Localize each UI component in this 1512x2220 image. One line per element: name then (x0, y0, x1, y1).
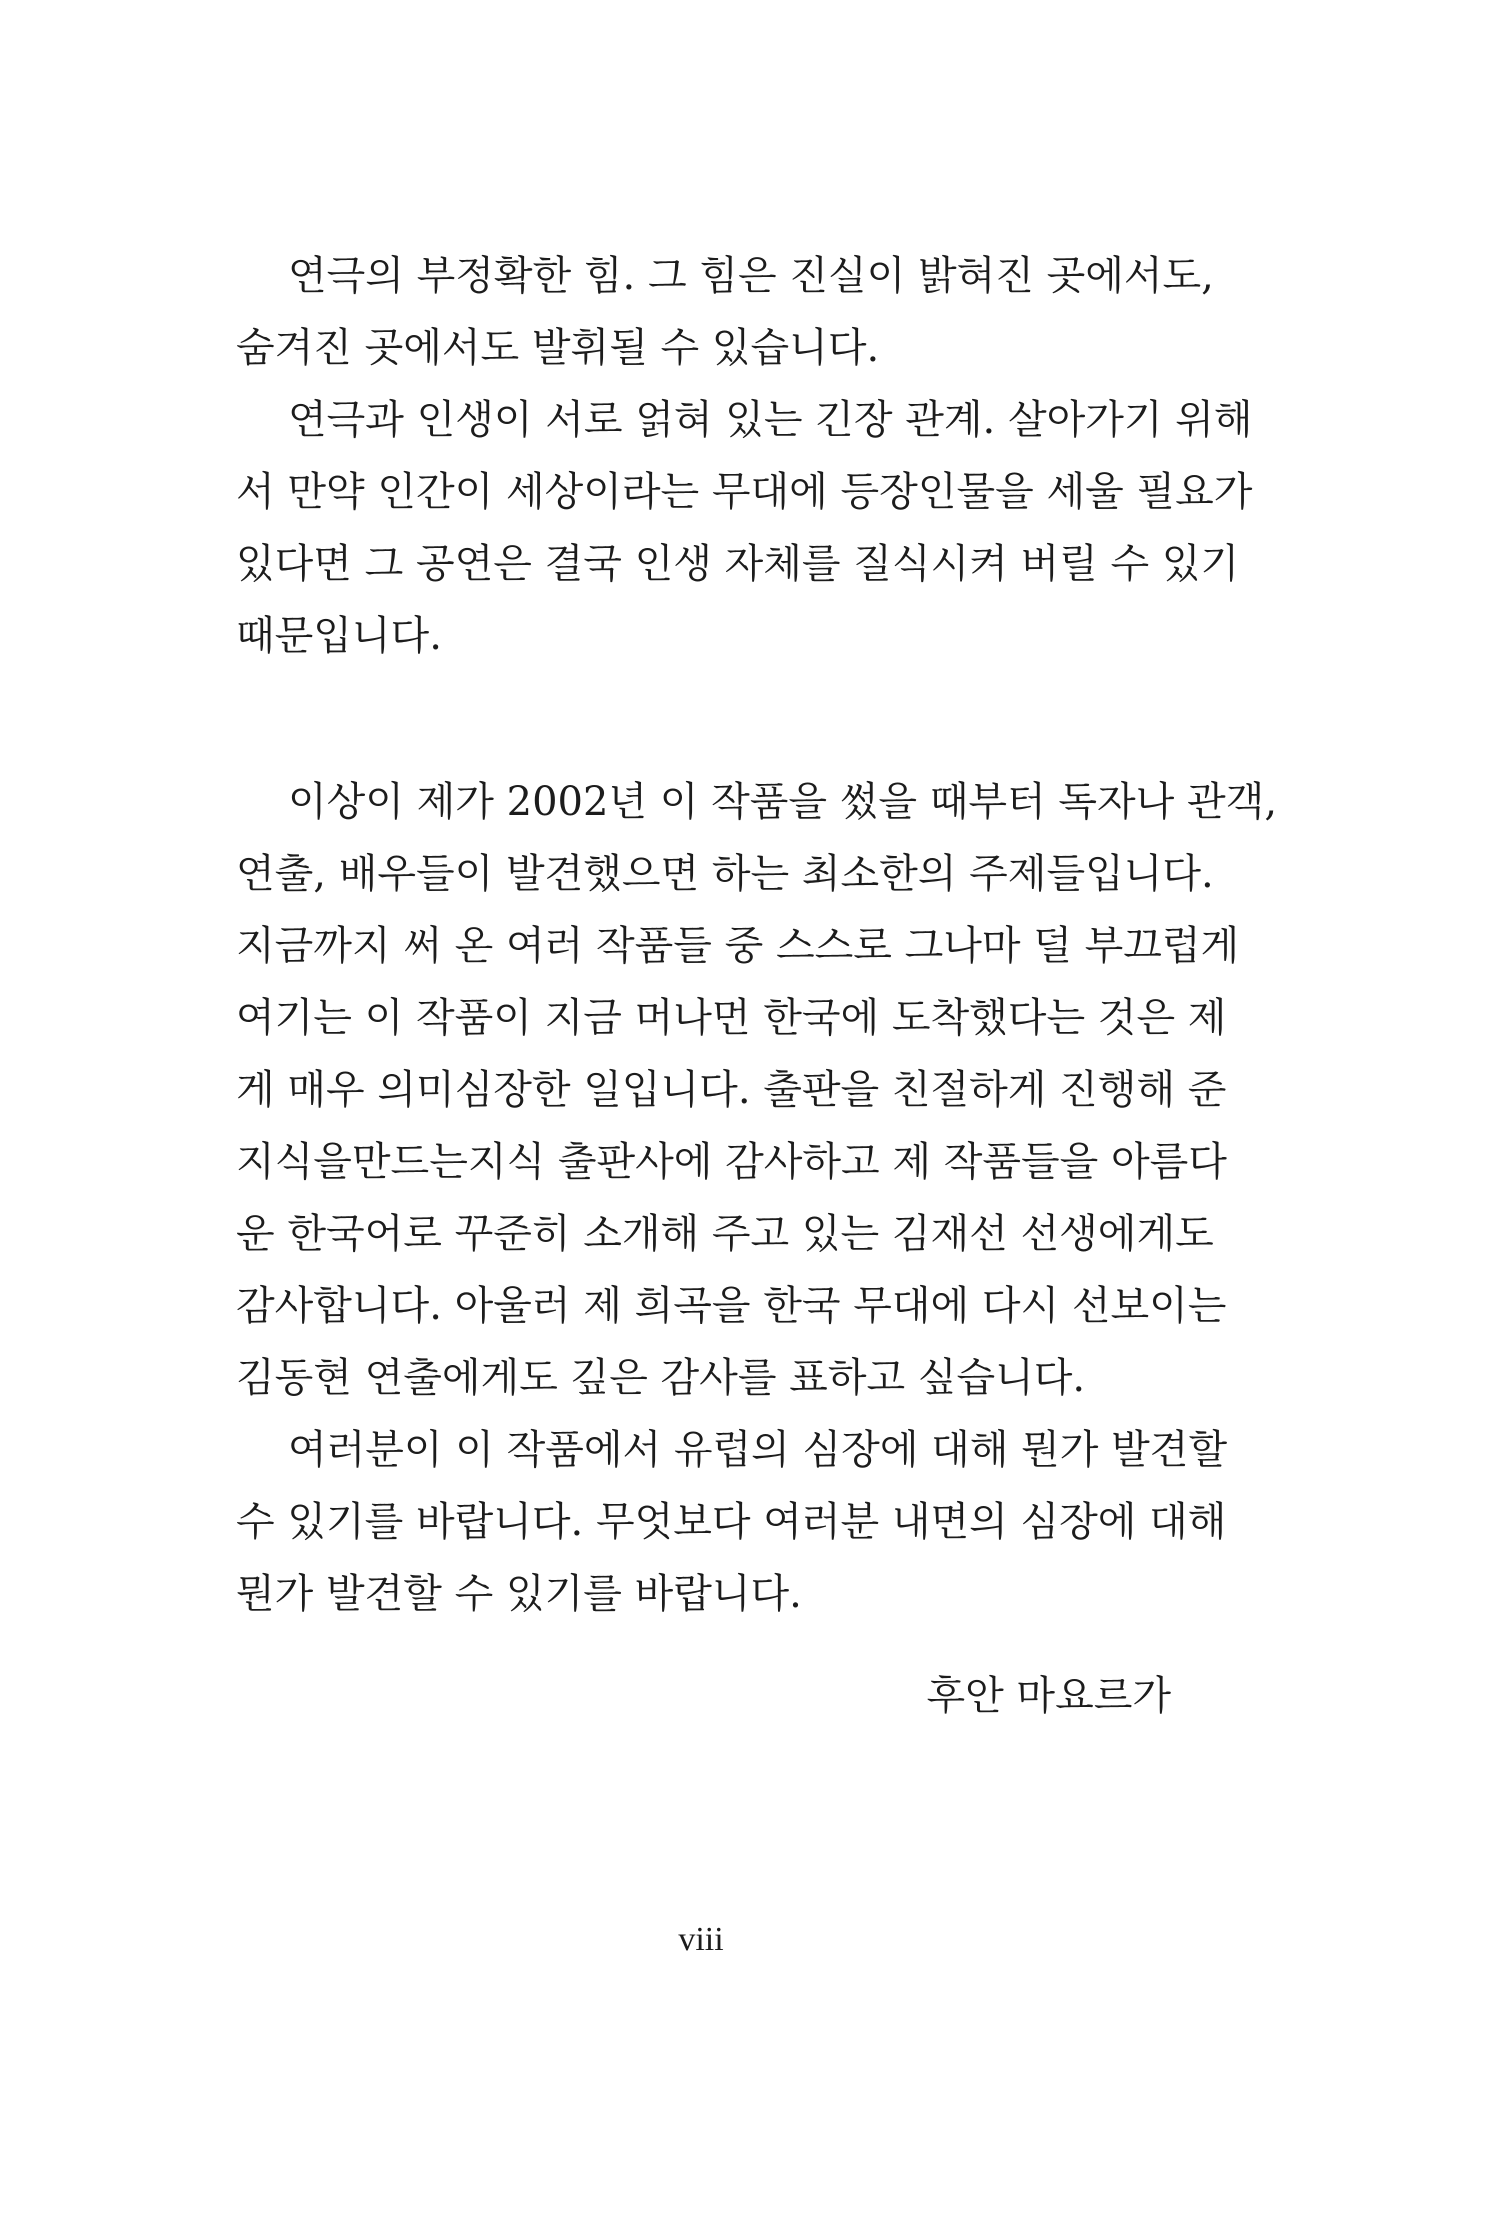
paragraph-line: 때문입니다. (236, 613, 442, 659)
paragraph-line: 수 있기를 바랍니다. 무엇보다 여러분 내면의 심장에 대해 (236, 1499, 1227, 1545)
paragraph-line: 서 만약 인간이 세상이라는 무대에 등장인물을 세울 필요가 (236, 469, 1253, 515)
paragraph-line: 지금까지 써 온 여러 작품들 중 스스로 그나마 덜 부끄럽게 (236, 923, 1240, 969)
author-signature: 후안 마요르가 (926, 1673, 1171, 1719)
paragraph-line: 연출, 배우들이 발견했으면 하는 최소한의 주제들입니다. (236, 851, 1214, 897)
paragraph-line: 숨겨진 곳에서도 발휘될 수 있습니다. (236, 325, 880, 371)
paragraph-line: 연극의 부정확한 힘. 그 힘은 진실이 밝혀진 곳에서도, (288, 253, 1214, 299)
paragraph-line: 연극과 인생이 서로 얽혀 있는 긴장 관계. 살아가기 위해 (288, 397, 1253, 443)
page-number: viii (678, 1921, 724, 1958)
paragraph-line: 여러분이 이 작품에서 유럽의 심장에 대해 뭔가 발견할 (288, 1427, 1228, 1473)
paragraph-line: 뭔가 발견할 수 있기를 바랍니다. (236, 1571, 802, 1617)
paragraph-line: 있다면 그 공연은 결국 인생 자체를 질식시켜 버릴 수 있기 (236, 541, 1240, 587)
paragraph-line: 지식을만드는지식 출판사에 감사하고 제 작품들을 아름다 (236, 1139, 1227, 1185)
paragraph-line: 이상이 제가 2002년 이 작품을 썼을 때부터 독자나 관객, (288, 779, 1278, 825)
paragraph-line: 여기는 이 작품이 지금 머나먼 한국에 도착했다는 것은 제 (236, 995, 1227, 1041)
paragraph-line: 감사합니다. 아울러 제 희곡을 한국 무대에 다시 선보이는 (236, 1283, 1227, 1329)
paragraph-line: 운 한국어로 꾸준히 소개해 주고 있는 김재선 선생에게도 (236, 1211, 1214, 1257)
paragraph-line: 게 매우 의미심장한 일입니다. 출판을 친절하게 진행해 준 (236, 1067, 1227, 1113)
paragraph-line: 김동현 연출에게도 깊은 감사를 표하고 싶습니다. (236, 1355, 1086, 1401)
